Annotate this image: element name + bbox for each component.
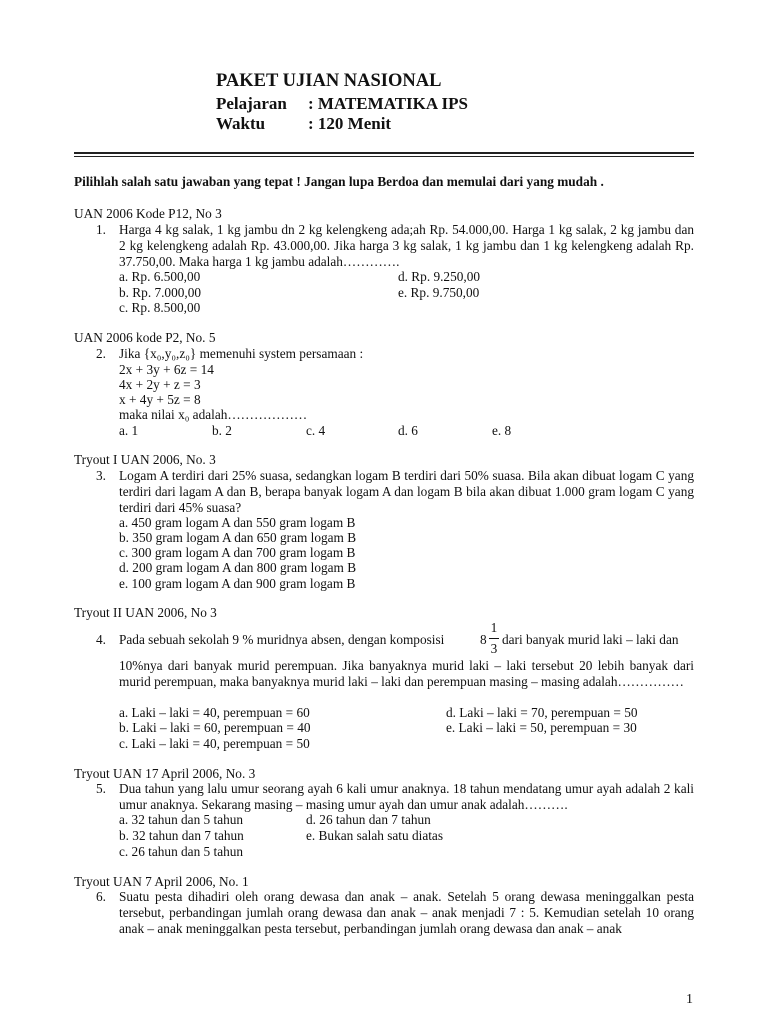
q4-fraction-bar xyxy=(489,638,499,639)
q2-option-b: b. 2 xyxy=(212,423,232,438)
q2-question: maka nilai x₀ adalah……………… xyxy=(119,407,308,422)
q4-option-b: b. Laki – laki = 60, perempuan = 40 xyxy=(119,720,311,735)
q1-option-e: e. Rp. 9.750,00 xyxy=(398,285,480,300)
q1-option-c: c. Rp. 8.500,00 xyxy=(119,300,201,315)
time-row xyxy=(216,114,391,134)
q2-option-a: a. 1 xyxy=(119,423,139,438)
q2-source: UAN 2006 kode P2, No. 5 xyxy=(74,330,216,345)
q5-option-a: a. 32 tahun dan 5 tahun xyxy=(119,812,244,827)
q5-text: Dua tahun yang lalu umur seorang ayah 6 kali umur anaknya. 18 tahun mendatang umur ayah adalah 2 kali umur anaknya. Sekarang masing – masing umur ayah dan umur anak adalah………. xyxy=(119,781,694,812)
q4-option-c: c. Laki – laki = 40, perempuan = 50 xyxy=(119,736,310,751)
q2-text: Jika {x₀,y₀,z₀} memenuhi system persamaan : xyxy=(119,346,364,361)
header-divider-thick xyxy=(74,152,694,154)
q4-option-d: d. Laki – laki = 70, perempuan = 50 xyxy=(446,705,638,720)
subject-value: : MATEMATIKA IPS xyxy=(308,94,468,113)
q1-source: UAN 2006 Kode P12, No 3 xyxy=(74,206,222,221)
q4-number: 4. xyxy=(96,632,106,647)
q1-option-a: a. Rp. 6.500,00 xyxy=(119,269,201,284)
q2-option-d: d. 6 xyxy=(398,423,418,438)
exam-title: PAKET UJIAN NASIONAL xyxy=(216,71,442,91)
q2-equation-1: 2x + 3y + 6z = 14 xyxy=(119,362,214,377)
q4-fraction-numerator: 1 xyxy=(490,620,498,635)
q3-source: Tryout I UAN 2006, No. 3 xyxy=(74,452,216,467)
q4-text-start: Pada sebuah sekolah 9 % muridnya absen, dengan komposisi xyxy=(119,632,445,647)
q6-source: Tryout UAN 7 April 2006, No. 1 xyxy=(74,874,249,889)
q6-text: Suatu pesta dihadiri oleh orang dewasa dan anak – anak. Setelah 5 orang dewasa meninggalkan pesta tersebut, perbandingan jumlah orang dewasa dan anak – anak menjadi 7 : 5. Kemudian setelah 10 orang anak – anak meninggalkan pesta tersebut, perbandingan jumlah orang dewasa dan anak – anak xyxy=(119,889,694,936)
time-label: Waktu xyxy=(216,114,266,133)
q1-option-b: b. Rp. 7.000,00 xyxy=(119,285,202,300)
page-number: 1 xyxy=(686,992,693,1007)
q5-option-b: b. 32 tahun dan 7 tahun xyxy=(119,828,244,843)
q1-text: Harga 4 kg salak, 1 kg jambu dn 2 kg kelengkeng ada;ah Rp. 54.000,00. Harga 1 kg salak, 2 kg jambu dan 2 kg kelengkeng adalah Rp. 43.000,00. Jika harga 3 kg salak, 1 kg jambu dan 1 kg kelengkeng adalah Rp. 37.750,00. Maka harga 1 kg jambu adalah…………. xyxy=(119,222,694,269)
q4-text-end: dari banyak murid laki – laki dan xyxy=(502,632,679,647)
q5-option-d: d. 26 tahun dan 7 tahun xyxy=(306,812,431,827)
q3-option-a: a. 450 gram logam A dan 550 gram logam B xyxy=(119,515,356,530)
q3-option-b: b. 350 gram logam A dan 650 gram logam B xyxy=(119,530,357,545)
q3-option-d: d. 200 gram logam A dan 800 gram logam B xyxy=(119,560,357,575)
q4-source: Tryout II UAN 2006, No 3 xyxy=(74,605,217,620)
q4-option-a: a. Laki – laki = 40, perempuan = 60 xyxy=(119,705,310,720)
q5-option-e: e. Bukan salah satu diatas xyxy=(306,828,443,843)
q2-option-e: e. 8 xyxy=(492,423,512,438)
q4-fraction-whole: 8 xyxy=(480,632,487,647)
q3-option-e: e. 100 gram logam A dan 900 gram logam B xyxy=(119,576,356,591)
subject-row xyxy=(216,94,468,114)
q2-equation-2: 4x + 2y + z = 3 xyxy=(119,377,201,392)
subject-label: Pelajaran xyxy=(216,94,287,113)
q2-equation-3: x + 4y + 5z = 8 xyxy=(119,392,201,407)
q1-option-d: d. Rp. 9.250,00 xyxy=(398,269,481,284)
header-divider-thin xyxy=(74,156,694,157)
instruction: Pilihlah salah satu jawaban yang tepat ! Jangan lupa Berdoa dan memulai dari yang mudah . xyxy=(74,174,604,189)
q3-text: Logam A terdiri dari 25% suasa, sedangkan logam B terdiri dari 50% suasa. Bila akan dibuat logam C yang terdiri dari lagam A dan B, berapa banyak logam A dan logam B bila akan dibuat 1.000 gram logam C yang terdiri dari 45% suasa? xyxy=(119,468,694,515)
q3-option-c: c. 300 gram logam A dan 700 gram logam B xyxy=(119,545,356,560)
q2-number: 2. xyxy=(96,346,106,361)
q5-source: Tryout UAN 17 April 2006, No. 3 xyxy=(74,766,256,781)
q6-number: 6. xyxy=(96,889,106,904)
q4-text: 10%nya dari banyak murid perempuan. Jika banyaknya murid laki – laki tersebut 20 lebih banyak dari murid perempuan, maka banyaknya murid laki – laki dan perempuan masing – masing adalah…………… xyxy=(119,658,694,689)
q1-number: 1. xyxy=(96,222,106,237)
q4-option-e: e. Laki – laki = 50, perempuan = 30 xyxy=(446,720,637,735)
q5-number: 5. xyxy=(96,781,106,796)
q2-option-c: c. 4 xyxy=(306,423,326,438)
q4-fraction-denominator: 3 xyxy=(490,641,498,656)
q3-number: 3. xyxy=(96,468,106,483)
q5-option-c: c. 26 tahun dan 5 tahun xyxy=(119,844,244,859)
time-value: : 120 Menit xyxy=(308,114,392,133)
